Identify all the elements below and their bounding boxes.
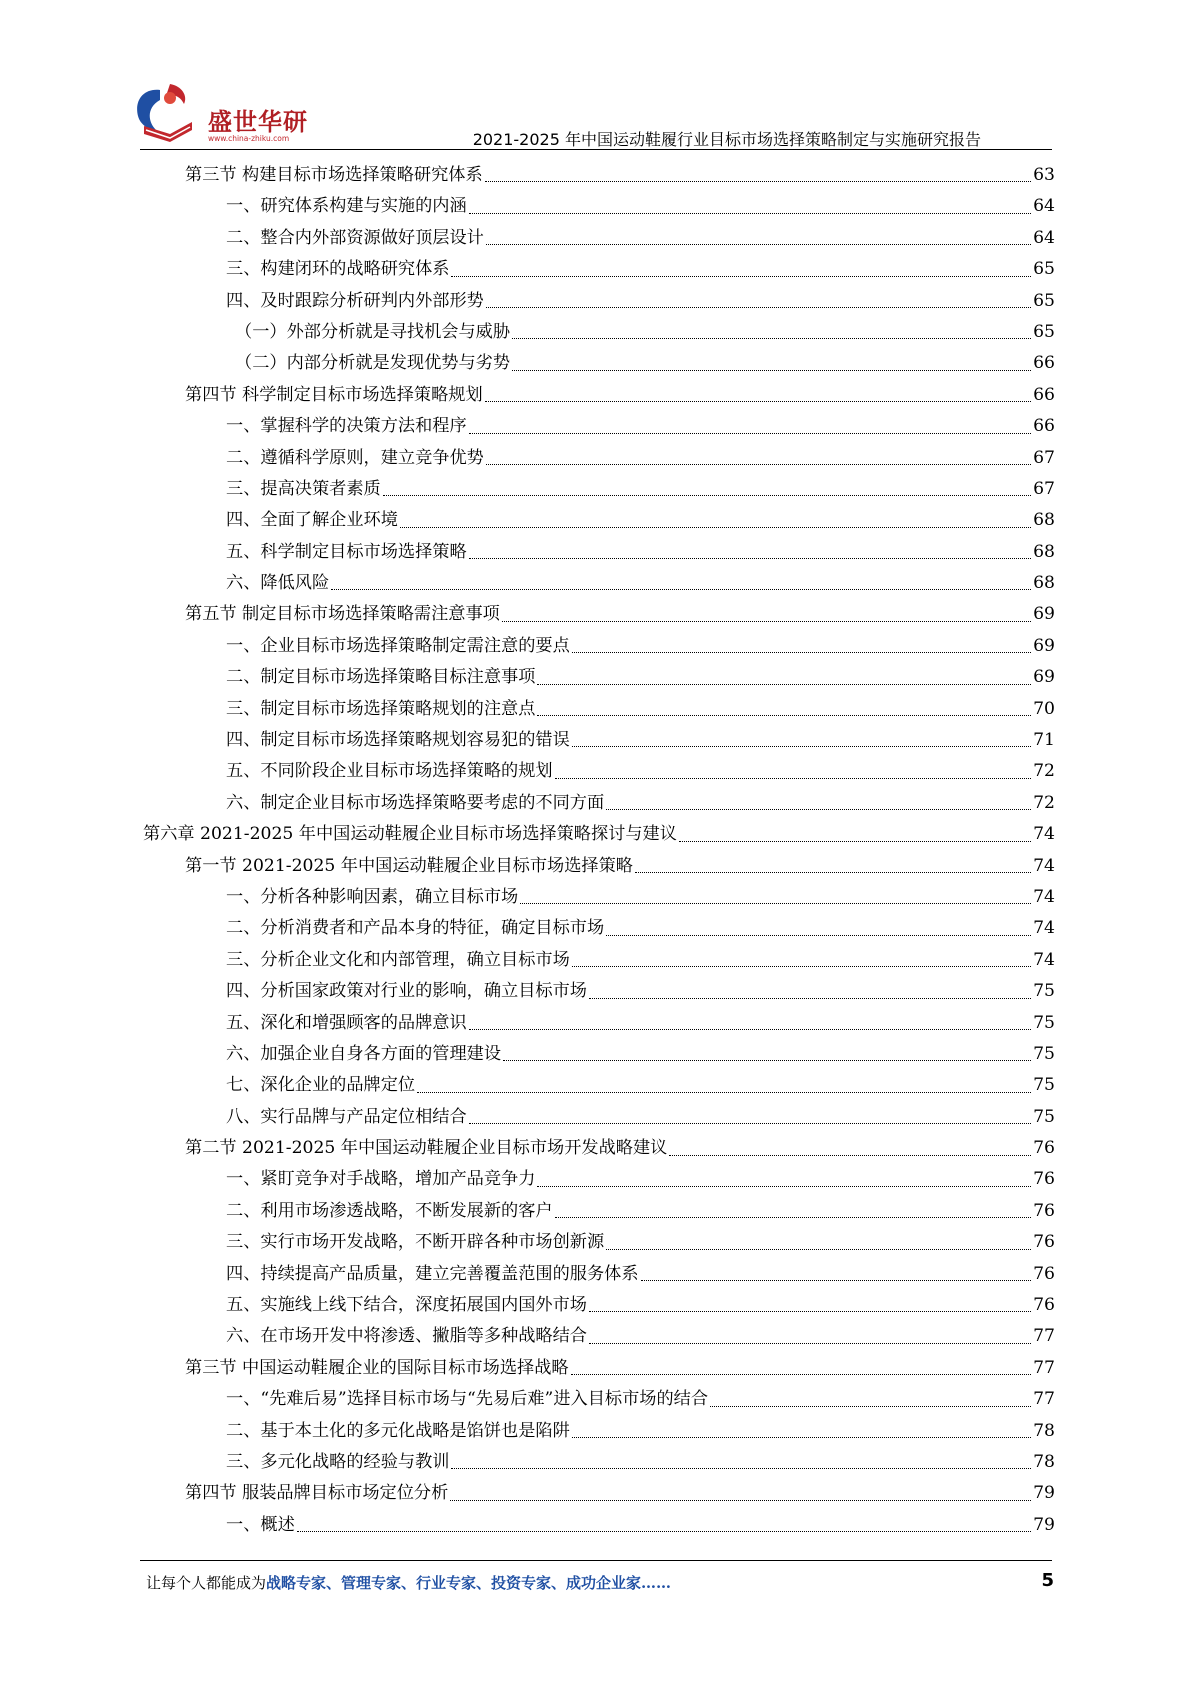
toc-entry-page: 74 [1033,886,1055,907]
toc-entry-label: 二、基于本土化的多元化战略是馅饼也是陷阱 [226,1420,570,1441]
toc-entry-label: 四、全面了解企业环境 [226,510,398,531]
toc-entry-label: 四、及时跟踪分析研判内外部形势 [226,290,484,311]
toc-dot-leader [450,1500,1031,1501]
toc-entry-label: 七、深化企业的品牌定位 [226,1075,416,1096]
report-title: 2021-2025 年中国运动鞋履行业目标市场选择策略制定与实施研究报告 [472,130,981,149]
toc-entry[interactable] [143,1290,1055,1321]
toc-entry-label: 三、实行市场开发战略，不断开辟各种市场创新源 [226,1232,605,1253]
toc-dot-leader [571,1374,1031,1375]
toc-dot-leader [669,1155,1031,1156]
toc-dot-leader [469,558,1031,559]
toc-dot-leader [469,1123,1031,1124]
toc-entry-page: 68 [1033,510,1055,531]
slogan-highlight: 战略专家、管理专家、行业专家、投资专家、成功企业家…… [266,1574,672,1592]
toc-entry-label: 第四节 科学制定目标市场选择策略规划 [185,384,483,405]
toc-entry-label: 第五节 制定目标市场选择策略需注意事项 [185,604,500,625]
toc-entry-label: 八、实行品牌与产品定位相结合 [226,1106,467,1127]
toc-dot-leader [331,589,1031,590]
toc-dot-leader [606,809,1031,810]
toc-entry-page: 65 [1033,321,1055,342]
toc-dot-leader [383,495,1031,496]
toc-entry-page: 76 [1033,1295,1055,1316]
toc-entry-label: 第三节 构建目标市场选择策略研究体系 [185,164,483,185]
toc-entry[interactable] [143,819,1055,850]
toc-entry-label: 六、降低风险 [226,573,330,594]
toc-entry[interactable] [143,945,1055,976]
toc-entry-label: 一、企业目标市场选择策略制定需注意的要点 [226,635,570,656]
toc-dot-leader [512,338,1031,339]
toc-entry-label: 第六章 2021-2025 年中国运动鞋履企业目标市场选择策略探讨与建议 [143,824,677,845]
toc-entry-label: （一）外部分析就是寻找机会与威胁 [235,321,511,342]
toc-dot-leader [469,1029,1031,1030]
toc-entry-page: 72 [1033,761,1055,782]
toc-entry-page: 76 [1033,1138,1055,1159]
toc-entry[interactable] [143,882,1055,913]
toc-entry[interactable] [143,223,1055,254]
toc-entry-label: 第二节 2021-2025 年中国运动鞋履企业目标市场开发战略建议 [185,1138,668,1159]
toc-entry-page: 77 [1033,1389,1055,1410]
toc-dot-leader [486,464,1031,465]
toc-entry[interactable] [143,1416,1055,1447]
toc-entry-page: 79 [1033,1483,1055,1504]
toc-entry[interactable] [143,286,1055,317]
toc-entry[interactable] [143,1384,1055,1415]
toc-entry[interactable] [143,662,1055,693]
toc-entry-page: 63 [1033,164,1055,185]
logo-name: 盛世华研 [208,108,308,136]
toc-dot-leader [572,652,1031,653]
toc-entry[interactable] [143,537,1055,568]
company-logo [140,82,310,148]
toc-dot-leader [469,213,1031,214]
toc-entry-label: 二、整合内外部资源做好顶层设计 [226,227,484,248]
toc-entry[interactable] [143,505,1055,536]
toc-entry[interactable] [143,694,1055,725]
toc-entry-label: 六、制定企业目标市场选择策略要考虑的不同方面 [226,792,605,813]
toc-dot-leader [710,1406,1031,1407]
toc-entry-label: 三、制定目标市场选择策略规划的注意点 [226,698,536,719]
toc-entry[interactable] [143,725,1055,756]
toc-entry[interactable] [143,1196,1055,1227]
toc-entry-label: 一、研究体系构建与实施的内涵 [226,196,467,217]
footer-slogan [146,1572,671,1593]
table-of-contents [143,160,1055,1541]
toc-entry-label: 一、分析各种影响因素，确立目标市场 [226,886,519,907]
toc-entry-page: 74 [1033,855,1055,876]
toc-entry-label: 四、制定目标市场选择策略规划容易犯的错误 [226,730,570,751]
toc-entry-label: 五、科学制定目标市场选择策略 [226,541,467,562]
toc-dot-leader [589,998,1031,999]
toc-entry[interactable] [143,474,1055,505]
toc-entry-page: 74 [1033,949,1055,970]
toc-dot-leader [520,903,1031,904]
toc-entry-page: 78 [1033,1452,1055,1472]
toc-dot-leader [469,433,1031,434]
toc-dot-leader [679,841,1031,842]
toc-dot-leader [606,1249,1031,1250]
toc-entry[interactable] [143,1478,1055,1509]
toc-dot-leader [486,244,1031,245]
toc-dot-leader [485,401,1031,402]
toc-entry-label: 二、制定目标市场选择策略目标注意事项 [226,667,536,688]
toc-entry[interactable] [143,1008,1055,1039]
toc-dot-leader [589,1311,1031,1312]
toc-dot-leader [297,1531,1031,1532]
toc-entry[interactable] [143,568,1055,599]
toc-entry[interactable] [143,631,1055,662]
toc-dot-leader [512,370,1031,371]
toc-entry-page: 78 [1033,1420,1055,1441]
toc-entry[interactable] [143,1102,1055,1133]
page-number: 5 [1041,1570,1054,1591]
toc-dot-leader [589,1343,1031,1344]
toc-entry-page: 64 [1033,227,1055,248]
toc-entry-label: 第一节 2021-2025 年中国运动鞋履企业目标市场选择策略 [185,855,633,876]
toc-entry-page: 75 [1033,1012,1055,1033]
toc-dot-leader [572,746,1031,747]
toc-entry-page: 79 [1033,1514,1055,1535]
logo-emblem-icon [130,82,200,148]
toc-entry-page: 65 [1033,290,1055,311]
toc-entry-page: 66 [1033,353,1055,374]
toc-entry[interactable] [143,1321,1055,1352]
toc-entry-page: 68 [1033,541,1055,562]
toc-entry-label: 三、多元化战略的经验与教训 [226,1452,450,1472]
toc-entry-page: 77 [1033,1326,1055,1347]
toc-entry-label: 二、分析消费者和产品本身的特征，确定目标市场 [226,918,605,939]
toc-entry-page: 70 [1033,698,1055,719]
toc-entry[interactable] [143,1133,1055,1164]
toc-entry-label: 一、紧盯竞争对手战略，增加产品竞争力 [226,1169,536,1190]
toc-entry-label: （二）内部分析就是发现优势与劣势 [235,353,511,374]
toc-entry-label: 一、掌握科学的决策方法和程序 [226,416,467,437]
header-divider [140,149,1052,150]
toc-entry-label: 三、分析企业文化和内部管理，确立目标市场 [226,949,570,970]
toc-entry-page: 71 [1033,730,1055,751]
toc-entry-page: 69 [1033,604,1055,625]
toc-entry-label: 第四节 服装品牌目标市场定位分析 [185,1483,449,1504]
toc-entry-label: 四、持续提高产品质量，建立完善覆盖范围的服务体系 [226,1263,639,1284]
toc-dot-leader [486,307,1031,308]
toc-entry-label: 五、深化和增强顾客的品牌意识 [226,1012,467,1033]
toc-entry-label: 一、“先难后易”选择目标市场与“先易后难”进入目标市场的结合 [226,1389,709,1410]
toc-entry[interactable] [143,1353,1055,1384]
toc-entry[interactable] [143,348,1055,379]
toc-entry-page: 72 [1033,792,1055,813]
toc-dot-leader [635,872,1031,873]
toc-entry[interactable] [143,1227,1055,1258]
toc-entry-label: 一、概述 [226,1514,295,1535]
toc-entry-label: 二、遵循科学原则，建立竞争优势 [226,447,484,468]
toc-entry[interactable] [143,599,1055,630]
toc-entry[interactable] [143,191,1055,222]
toc-dot-leader [537,1186,1031,1187]
toc-entry-page: 74 [1033,824,1055,845]
toc-entry-label: 三、构建闭环的战略研究体系 [226,259,450,280]
toc-entry-page: 67 [1033,478,1055,499]
toc-entry[interactable] [143,317,1055,348]
toc-dot-leader [641,1280,1031,1281]
toc-entry-page: 76 [1033,1200,1055,1221]
toc-dot-leader [485,181,1031,182]
toc-entry-page: 75 [1033,1043,1055,1064]
toc-dot-leader [451,1468,1031,1469]
toc-entry-label: 五、不同阶段企业目标市场选择策略的规划 [226,761,553,782]
toc-dot-leader [537,684,1031,685]
toc-dot-leader [451,276,1031,277]
toc-entry-label: 三、提高决策者素质 [226,478,381,499]
toc-entry[interactable] [143,1070,1055,1101]
toc-entry[interactable] [143,1259,1055,1290]
toc-entry-page: 68 [1033,573,1055,594]
toc-dot-leader [537,715,1031,716]
toc-entry[interactable] [143,1447,1055,1478]
toc-dot-leader [503,1060,1031,1061]
page-header [0,0,1191,150]
toc-entry[interactable] [143,788,1055,819]
slogan-prefix: 让每个人都能成为 [146,1574,267,1592]
toc-entry-page: 75 [1033,981,1055,1002]
toc-entry-page: 69 [1033,635,1055,656]
toc-entry-label: 第三节 中国运动鞋履企业的国际目标市场选择战略 [185,1357,569,1378]
toc-entry-page: 75 [1033,1075,1055,1096]
toc-entry[interactable] [143,160,1055,191]
toc-dot-leader [555,1217,1031,1218]
toc-dot-leader [400,527,1031,528]
toc-entry-label: 五、实施线上线下结合，深度拓展国内国外市场 [226,1295,587,1316]
toc-dot-leader [572,1437,1031,1438]
toc-entry-page: 69 [1033,667,1055,688]
toc-entry[interactable] [143,254,1055,285]
toc-dot-leader [555,778,1031,779]
toc-entry-page: 64 [1033,196,1055,217]
toc-entry-page: 65 [1033,259,1055,280]
toc-entry-label: 二、利用市场渗透战略，不断发展新的客户 [226,1200,553,1221]
logo-url: www.china-zhiku.com [208,134,290,143]
toc-entry[interactable] [143,380,1055,411]
toc-entry[interactable] [143,976,1055,1007]
toc-dot-leader [502,621,1031,622]
toc-entry[interactable] [143,756,1055,787]
toc-entry-page: 66 [1033,416,1055,437]
toc-entry-page: 76 [1033,1169,1055,1190]
toc-dot-leader [606,935,1031,936]
footer-divider [140,1560,1052,1561]
toc-dot-leader [572,966,1031,967]
toc-entry[interactable] [143,1510,1055,1541]
toc-entry[interactable] [143,1165,1055,1196]
toc-entry[interactable] [143,1039,1055,1070]
toc-entry-page: 67 [1033,447,1055,468]
toc-dot-leader [417,1092,1031,1093]
toc-entry-page: 75 [1033,1106,1055,1127]
toc-entry-label: 四、分析国家政策对行业的影响，确立目标市场 [226,981,587,1002]
toc-entry-page: 74 [1033,918,1055,939]
toc-entry-page: 76 [1033,1232,1055,1253]
toc-entry[interactable] [143,411,1055,442]
toc-entry-page: 66 [1033,384,1055,405]
toc-entry[interactable] [143,443,1055,474]
toc-entry-page: 77 [1033,1357,1055,1378]
toc-entry[interactable] [143,913,1055,944]
toc-entry-page: 76 [1033,1263,1055,1284]
toc-entry[interactable] [143,851,1055,882]
toc-entry-label: 六、加强企业自身各方面的管理建设 [226,1043,502,1064]
toc-entry-label: 六、在市场开发中将渗透、撇脂等多种战略结合 [226,1326,587,1347]
